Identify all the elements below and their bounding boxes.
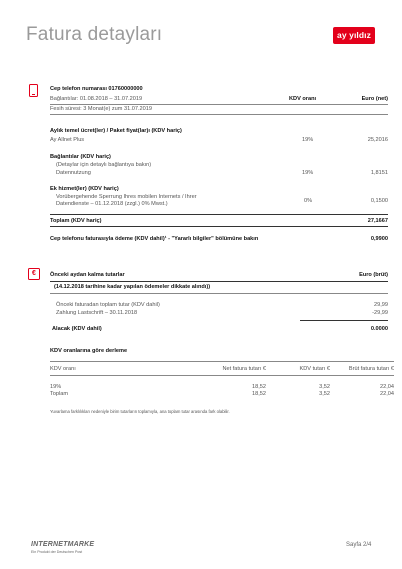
table-row-total-vat: 3,52 [319,391,330,397]
col-vat-rate: KDV oranı [289,96,317,102]
third-party-payment-label: Cep telefonu faturasıyla ödeme (KDV dahil)¹ - "Yararlı bilgiler" bölümüne bakın [50,236,259,242]
internetmarke-logo: INTERNETMARKE [31,541,95,548]
connections-note: (Detaylar için detaylı bağlantıya bakın) [56,162,152,168]
divider [50,293,388,294]
vat-summary-title: KDV oranlarına göre derleme [50,348,128,354]
divider [50,214,388,215]
monthly-fee-item: Ay Allnet Plus [50,137,85,143]
brand-logo: ay yıldız [333,27,375,44]
divider [50,104,388,105]
table-row-total-net: 18,52 [252,391,266,397]
page-number: Sayfa 2/4 [346,542,372,548]
table-row-net: 18,52 [252,384,266,390]
direct-debit-label: Zahlung Lastschrift – 30.11.2018 [56,310,138,316]
vat-header-gross: Brüt fatura tutarı € [348,366,394,372]
table-row-total-gross: 22,04 [380,391,394,397]
extra-services-title: Ek hizmet(ler) (KDV hariç) [50,186,119,192]
rounding-footnote: Yuvarlama farklılıkları nedeniyle birim tutarların toplamıyla, ana toplam tutar arasında fark olabilir. [50,409,230,414]
vat-header-rate: KDV oranı [50,366,76,372]
extra-service-line1: Vorübergehende Sperrung Ihres mobilen Internets / Ihrer [56,194,197,200]
third-party-payment-amount: 0,9900 [370,236,388,242]
page-title: Fatura detayları [26,24,163,45]
previous-amounts-title: Önceki aydan kalma tutarlar [50,272,125,278]
total-net-amount: 27,1667 [367,218,388,224]
connections-amount: 1,8151 [370,170,388,176]
total-net-label: Toplam (KDV hariç) [50,218,102,224]
internetmarke-subtitle: Ein Produkt der Deutschen Post [31,550,83,554]
connections-item: Datennutzung [56,170,91,176]
billing-period: Bağlantılar: 01.08.2018 – 31.07.2019 [50,96,143,102]
divider [50,281,388,282]
divider [50,226,388,227]
table-row-vat: 3,52 [319,384,330,390]
col-euro-net: Euro (net) [361,96,388,102]
table-row-total-label: Toplam [50,391,69,397]
extra-service-line2: Datendienste – 01.12.2018 (zzgl.) 0% Mwst.) [56,201,168,207]
divider [50,114,388,115]
table-row-gross: 22,04 [380,384,394,390]
extra-service-vat: 0% [304,198,313,204]
previous-invoice-label: Önceki faturadan toplam tutar (KDV dahil) [56,302,160,308]
payments-notice: (14.12.2018 tarihine kadar yapılan ödemeler dikkate alındı)) [54,284,211,290]
connections-vat: 19% [302,170,314,176]
direct-debit-amount: -29,99 [372,310,388,316]
divider [50,375,394,376]
table-row-rate: 19% [50,384,62,390]
divider [300,320,388,321]
euro-icon: € [28,268,40,280]
connections-title: Bağlantılar (KDV hariç) [50,154,111,160]
vat-header-vat: KDV tutarı € [299,366,330,372]
vat-header-net: Net fatura tutarı € [222,366,266,372]
credit-label: Alacak (KDV dahil) [52,326,102,332]
contract-term: Fesih süresi: 3 Monat(e) zum 31.07.2019 [50,106,152,112]
monthly-fee-amount: 25,2016 [367,137,388,143]
extra-service-amount: 0,1500 [370,198,388,204]
credit-amount: 0.0000 [370,326,388,332]
monthly-fee-vat: 19% [302,137,314,143]
previous-invoice-amount: 29,99 [374,302,388,308]
col-euro-gross: Euro (brüt) [359,272,388,278]
divider [50,361,394,362]
phone-number-label: Cep telefon numarası 01760000000 [50,86,143,92]
monthly-fee-title: Aylık temel ücret(ler) / Paket fiyat(lar)ı (KDV hariç) [50,128,182,134]
phone-icon [29,84,38,97]
